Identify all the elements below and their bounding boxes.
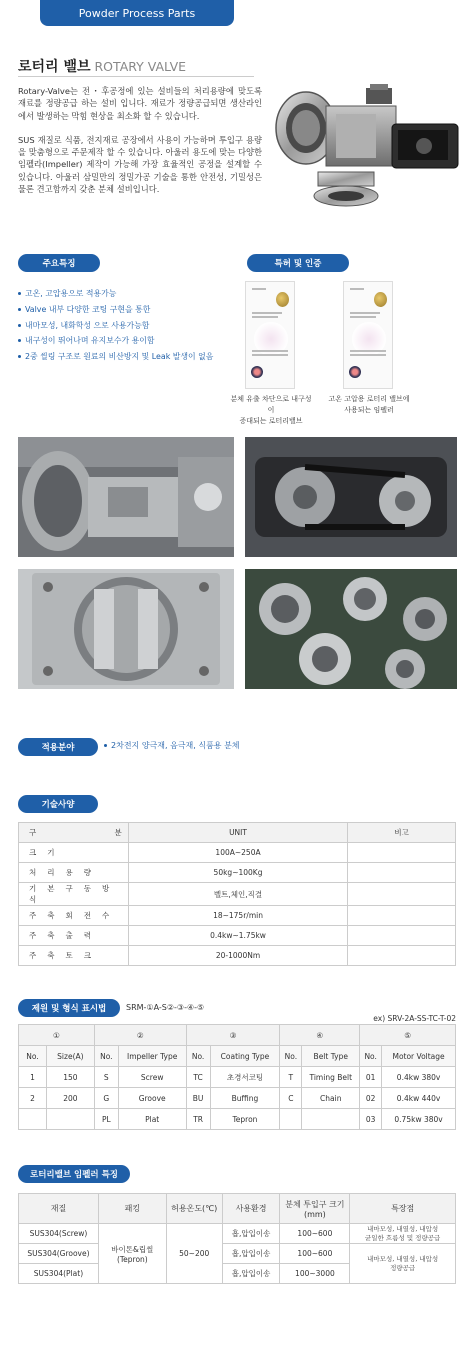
page-title xyxy=(18,56,186,76)
application-text: 2차전지 양극재, 음극재, 식품용 분체 xyxy=(104,740,240,751)
header-cell-category: 구 분 xyxy=(19,823,129,843)
advantage-cell: 내마모성, 내열성, 내압성 정량공급 xyxy=(350,1244,456,1284)
table-row: 1 150 S Screw TC 초경서코팅 T Timing Belt 01 0.4kw 380v xyxy=(19,1067,456,1088)
patent-certificate-1 xyxy=(245,281,295,389)
certificate-seal-icon xyxy=(251,366,263,378)
title-english: ROTARY VALVE xyxy=(94,59,187,74)
title-korean: 로터리 밸브 xyxy=(18,59,91,75)
table-row: 주축회전수 18~175r/min xyxy=(19,906,456,926)
rotary-valve-product-image xyxy=(266,84,462,208)
bullet-icon xyxy=(18,292,21,295)
photo-valve-flange xyxy=(18,569,234,689)
advantage-cell: 내마모성, 내열성, 내압성 균일한 흐름성 및 정량공급 xyxy=(350,1224,456,1244)
header-cell-unit: UNIT xyxy=(128,823,348,843)
table-row: 크기 100A~250A xyxy=(19,843,456,863)
spec-title-badge: 기술사양 xyxy=(18,795,98,813)
code-title-badge: 제원 및 형식 표시법 xyxy=(18,999,120,1017)
certificate-seal-icon xyxy=(349,366,361,378)
section-header-tab: Powder Process Parts xyxy=(40,0,234,26)
header-cell-note: 비고 xyxy=(348,823,456,843)
feature-item: 2중 씰링 구조로 원료의 비산방지 및 Leak 발생이 없음 xyxy=(18,349,213,365)
intro-paragraph-1: Rotary-Valve는 전・후공정에 있는 설비들의 처리용량에 맞도록 재료를 정량공급 하는 설비 입니다. 재료가 정량공급되면 생산라인에서 발생하는 막힘 현상을 최소화 할 수 있습니다. xyxy=(18,86,262,121)
intro-text xyxy=(18,85,262,195)
spec-table xyxy=(18,822,456,966)
table-header-row: ① ② ③ ④ ⑤ xyxy=(19,1025,456,1046)
code-format: SRM-①A-S②-③-④-⑤ xyxy=(126,1003,205,1012)
table-row: SUS304(Groove) 흡,압입이송 100~600 내마모성, 내열성, 내압성 정량공급 xyxy=(19,1244,456,1264)
table-row: 2 200 G Groove BU Buffing C Chain 02 0.4kw 440v xyxy=(19,1088,456,1109)
photo-valve-side xyxy=(18,437,234,557)
code-table xyxy=(18,1024,456,1130)
table-row: 기본구동방식 벨트,체인,직결 xyxy=(19,883,456,906)
bullet-icon xyxy=(104,744,107,747)
bullet-icon xyxy=(18,355,21,358)
table-subheader-row: No. Size(A) No. Impeller Type No. Coating Type No. Belt Type No. Motor Voltage xyxy=(19,1046,456,1067)
table-row: 처리용량 50kg~100Kg xyxy=(19,863,456,883)
table-header-row: 재질 패킹 허용온도(℃) 사용환경 분체 투입구 크기 (mm) 특장점 xyxy=(19,1194,456,1224)
feature-item: 내마모성, 내화학성 으로 사용가능함 xyxy=(18,318,213,334)
title-divider xyxy=(18,76,254,77)
bullet-icon xyxy=(18,324,21,327)
certificate-1-caption: 분체 유출 차단으로 내구성이 증대되는 로터리밸브 xyxy=(230,395,312,425)
feature-item: 내구성이 뛰어나며 유지보수가 용이함 xyxy=(18,333,213,349)
certificate-2-caption: 고온 고압용 로터리 밸브에 사용되는 임펠러 xyxy=(328,395,410,414)
patents-title-badge: 특허 및 인증 xyxy=(247,254,349,272)
packing-cell: 바이톤&립씰 (Tepron) xyxy=(98,1224,166,1284)
photo-belt-drive xyxy=(245,437,457,557)
intro-paragraph-2: SUS 재질로 식품, 전지재료 공장에서 사용이 가능하며 투입구 용량을 맞춤형으로 주문제작 할 수 있습니다. 아울러 용도에 맞는 다양한 임펠라(Impeller) 제작이 가능해 가장 효율적인 공정을 설계할 수 있습니다. 아울러 삼밀만의 정밀가공 기술을 통한 안전성, 기밀성은 물론 견고함까지 갖춘 분체 설비입니다. xyxy=(18,134,262,195)
table-header-row xyxy=(19,823,456,843)
medal-icon xyxy=(276,292,289,307)
features-list xyxy=(18,286,213,365)
bullet-icon xyxy=(18,339,21,342)
patent-certificate-2 xyxy=(343,281,393,389)
application-title-badge: 적용분야 xyxy=(18,738,98,756)
features-title-badge: 주요특징 xyxy=(18,254,100,272)
code-example: ex) SRV-2A-SS-TC-T-02 xyxy=(373,1014,456,1023)
bullet-icon xyxy=(18,308,21,311)
table-row: PL Plat TR Tepron 03 0.75kw 380v xyxy=(19,1109,456,1130)
feature-item: Valve 내부 다양한 코팅 구현을 통한 xyxy=(18,302,213,318)
table-row: SUS304(Screw) 바이톤&립씰 (Tepron) 50~200 흡,압입이송 100~600 내마모성, 내열성, 내압성 균일한 흐름성 및 정량공급 xyxy=(19,1224,456,1244)
table-row: 주축출력 0.4kw~1.75kw xyxy=(19,926,456,946)
medal-icon xyxy=(374,292,387,307)
impeller-table xyxy=(18,1193,456,1284)
table-row: 주축토크 20-1000Nm xyxy=(19,946,456,966)
photo-valve-assembly xyxy=(245,569,457,689)
impeller-title-badge: 로터리밸브 임펠러 특징 xyxy=(18,1165,130,1183)
table-row: SUS304(Plat) 흡,압입이송 100~3000 xyxy=(19,1264,456,1284)
feature-item: 고온, 고압용으로 적용가능 xyxy=(18,286,213,302)
